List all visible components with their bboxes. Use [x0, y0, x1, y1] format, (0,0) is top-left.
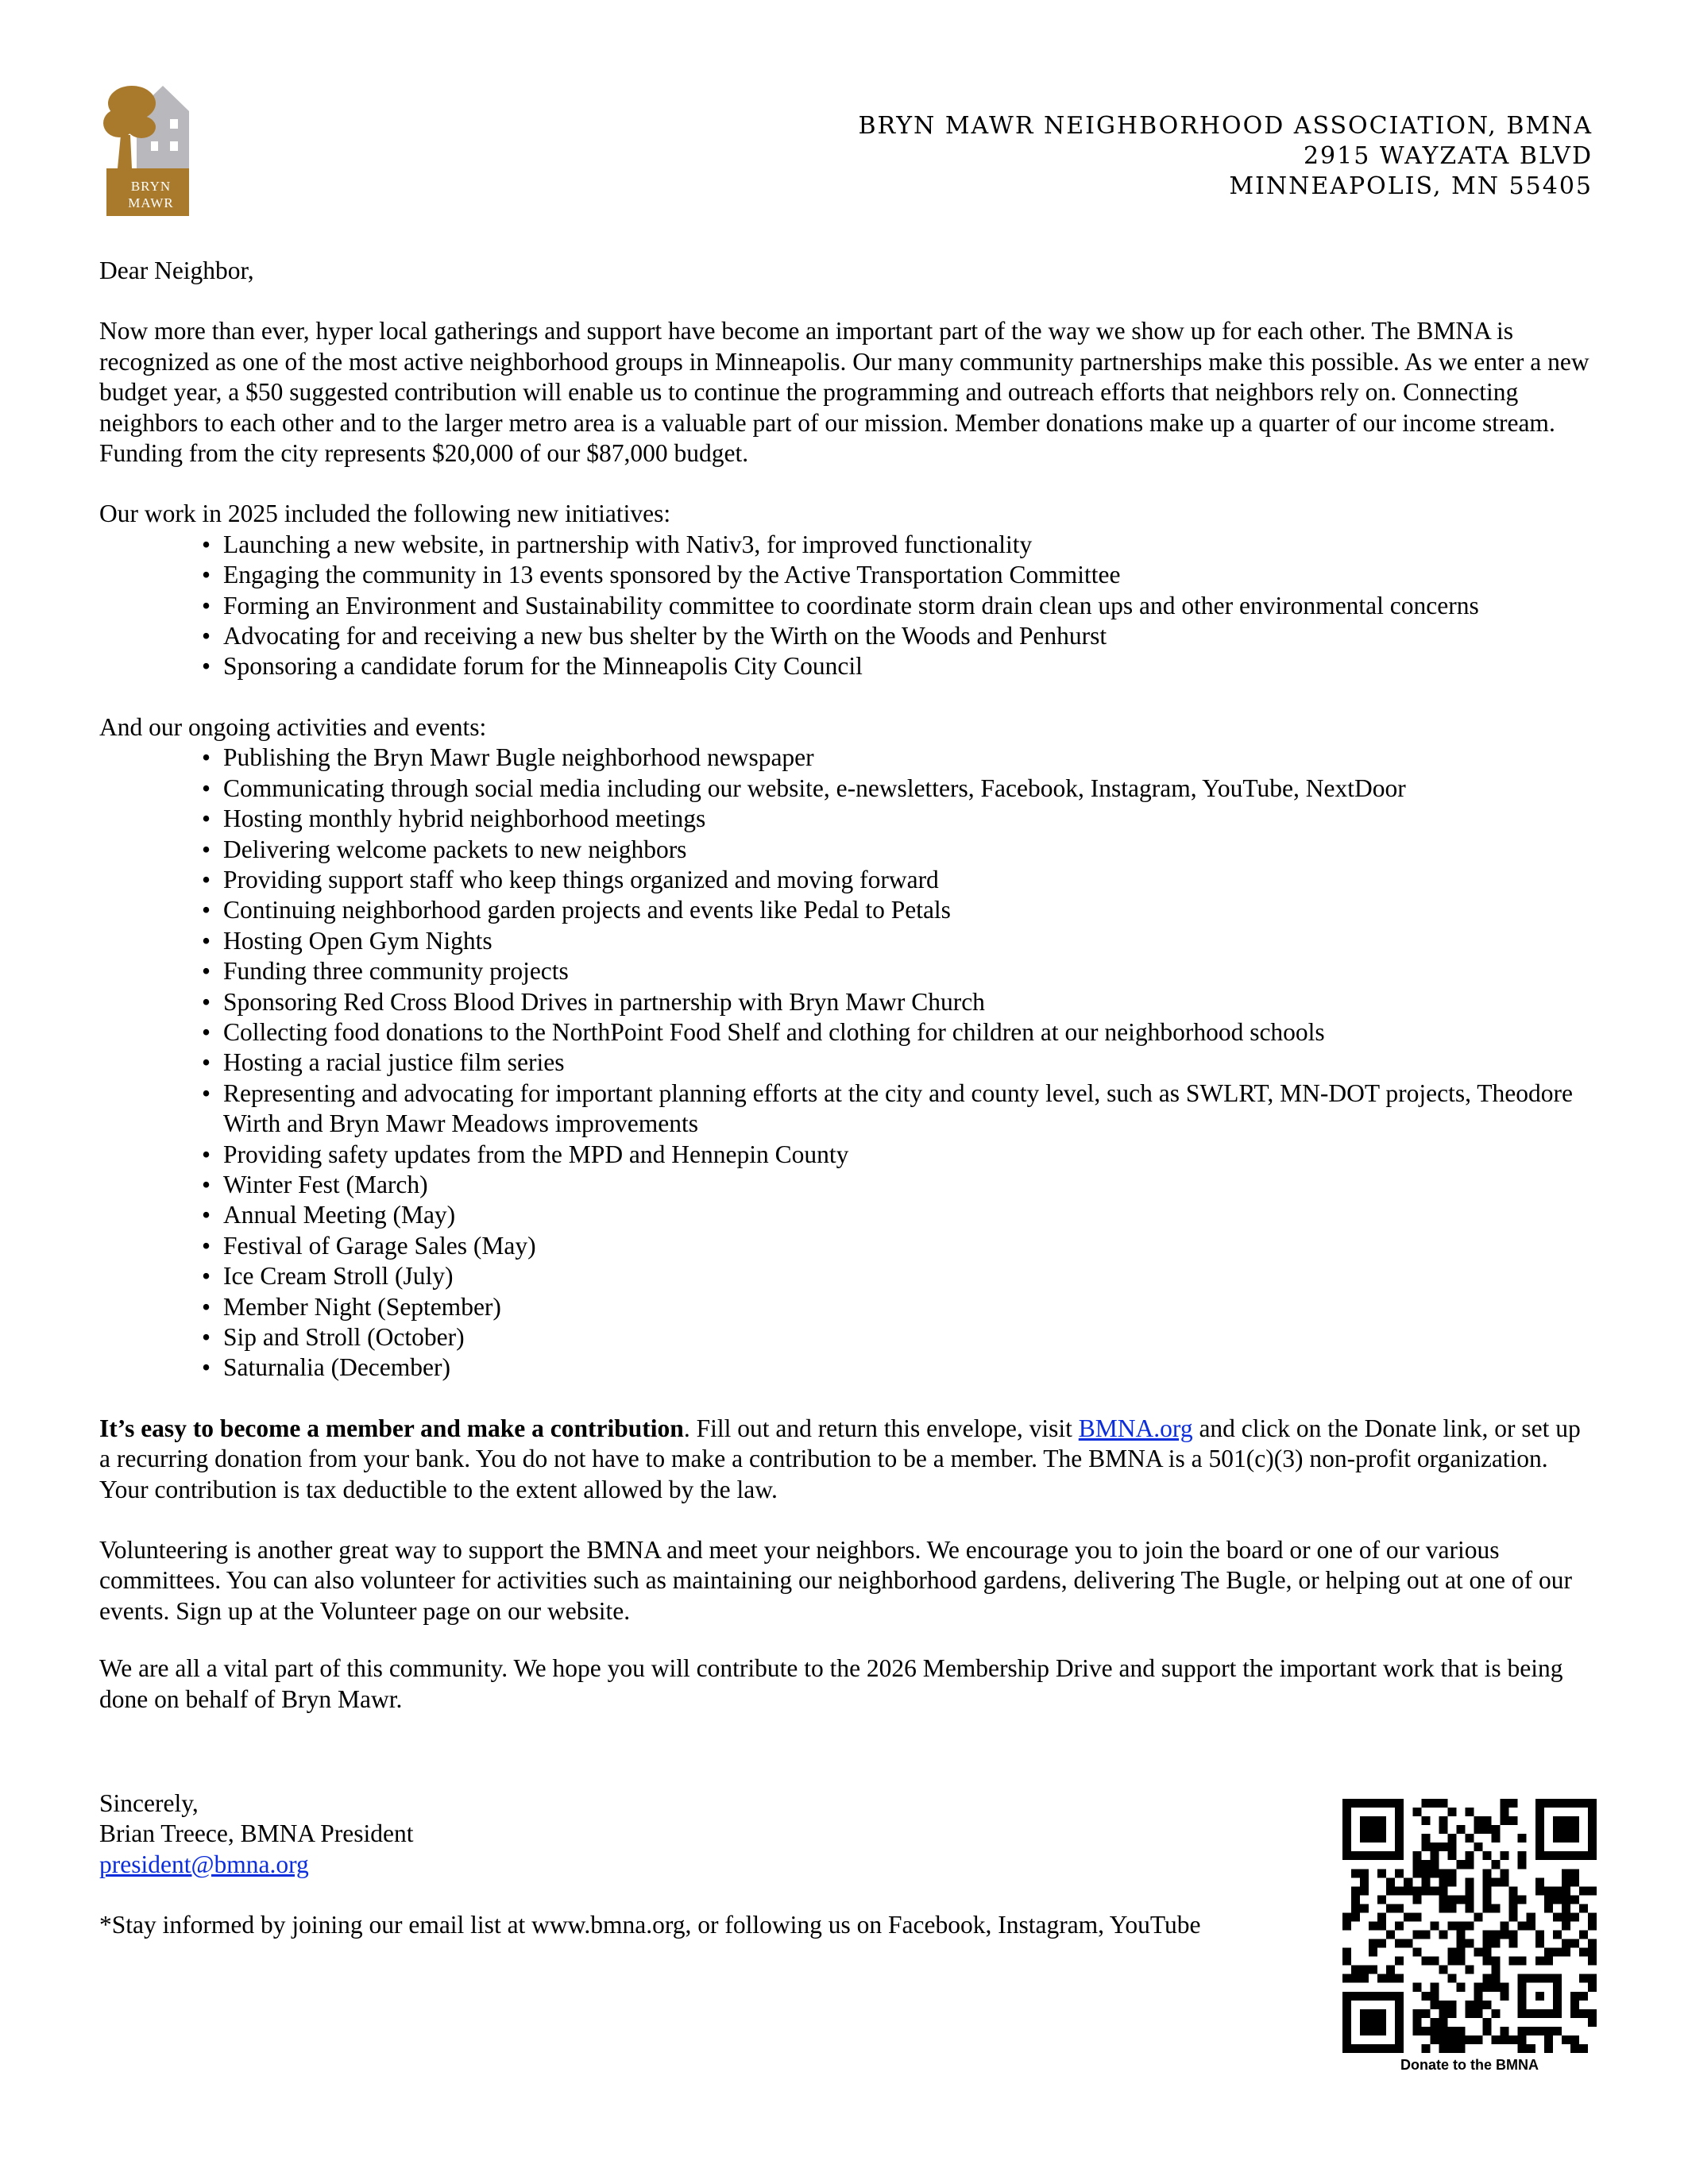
logo-window — [170, 141, 178, 151]
list-item: • Sponsoring Red Cross Blood Drives in partnership with Bryn Mawr Church — [223, 987, 1593, 1017]
list-item: • Continuing neighborhood garden projects and events like Pedal to Petals — [223, 895, 1593, 925]
ongoing-activities-list — [99, 743, 1593, 1383]
letter-body — [99, 256, 1593, 1715]
bryn-mawr-logo — [103, 79, 192, 216]
list-item: • Providing safety updates from the MPD and Hennepin County — [223, 1140, 1593, 1170]
list-item: • Member Night (September) — [223, 1292, 1593, 1322]
logo-text-line1: BRYN — [130, 179, 172, 194]
footnote: *Stay informed by joining our email list at www.bmna.org, or following us on Facebook, Instagram, YouTube — [99, 1911, 1201, 1939]
list-item: • Saturnalia (December) — [223, 1352, 1593, 1383]
new-initiatives-list — [99, 530, 1593, 682]
logo-window — [151, 141, 158, 151]
intro-paragraph: Now more than ever, hyper local gatherings and support have become an important part of the way we show up for each other. The BMNA is recognized as one of the most active neighborhood groups in Minneapolis. Our many community partnerships make this possible. As we enter a new budget year, a $50 suggested contribution will enable us to continue the programming and outreach efforts that neighbors rely on. Connecting neighbors to each other and to the larger metro area is a valuable part of our mission. Member donations make up a quarter of our income stream. Funding from the city represents $20,000 of our $87,000 budget. — [99, 317, 1590, 468]
logo-tree-canopy — [127, 116, 156, 138]
contribute-text-part1: . Fill out and return this envelope, visit — [683, 1414, 1079, 1442]
contribute-text-part2: and click on the Donate link, or set up a recurring donation from your bank. You do not have to make a contribution to be a member. The BMNA is a 501(c)(3) non-profit organization. Your contribution is tax deductible to the extent allowed by the law. — [99, 1414, 1581, 1503]
list-item: • Engaging the community in 13 events sponsored by the Active Transportation Committee — [223, 560, 1593, 590]
signoff: Sincerely, — [99, 1789, 199, 1817]
city-state-zip: MINNEAPOLIS, MN 55405 — [1229, 172, 1593, 200]
volunteer-paragraph: Volunteering is another great way to support the BMNA and meet your neighbors. We encourage you to join the board or one of our various committees. You can also volunteer for activities such as maintaining our neighborhood gardens, delivering The Bugle, or helping out at one of our events. Sign up at the Volunteer page on our website. — [99, 1536, 1573, 1625]
new-initiatives-heading: Our work in 2025 included the following new initiatives: — [99, 500, 671, 528]
list-item: • Hosting monthly hybrid neighborhood meetings — [223, 804, 1593, 834]
list-item: • Festival of Garage Sales (May) — [223, 1231, 1593, 1261]
list-item: • Winter Fest (March) — [223, 1170, 1593, 1200]
list-item: • Representing and advocating for important planning efforts at the city and county level, such as SWLRT, MN-DOT projects, Theodore Wirth and Bryn Mawr Meadows improvements — [223, 1078, 1593, 1140]
list-item: • Collecting food donations to the NorthPoint Food Shelf and clothing for children at our neighborhood schools — [223, 1017, 1593, 1048]
list-item: • Annual Meeting (May) — [223, 1200, 1593, 1230]
organization-name: BRYN MAWR NEIGHBORHOOD ASSOCIATION, BMNA — [858, 112, 1593, 140]
closing-block — [99, 1788, 1291, 1941]
signer: Brian Treece, BMNA President — [99, 1819, 414, 1848]
salutation: Dear Neighbor, — [99, 257, 254, 284]
list-item: • Funding three community projects — [223, 956, 1593, 986]
list-item: • Sponsoring a candidate forum for the Minneapolis City Council — [223, 651, 1593, 681]
list-item: • Ice Cream Stroll (July) — [223, 1261, 1593, 1291]
list-item: • Delivering welcome packets to new neighbors — [223, 835, 1593, 865]
list-item: • Communicating through social media including our website, e-newsletters, Facebook, Instagram, YouTube, NextDoor — [223, 774, 1593, 804]
bmna-website-link[interactable]: BMNA.org — [1078, 1414, 1193, 1442]
logo-window — [170, 119, 178, 129]
street-address: 2915 WAYZATA BLVD — [1303, 142, 1593, 170]
ongoing-heading: And our ongoing activities and events: — [99, 712, 487, 741]
contribute-bold-text: It’s easy to become a member and make a contribution — [99, 1414, 684, 1442]
list-item: • Sip and Stroll (October) — [223, 1322, 1593, 1352]
qr-caption: Donate to the BMNA — [1400, 2057, 1539, 2073]
letterhead — [859, 111, 1593, 202]
president-email-link[interactable]: president@bmna.org — [99, 1850, 309, 1878]
list-item: • Launching a new website, in partnership with Nativ3, for improved functionality — [223, 530, 1593, 560]
list-item: • Hosting a racial justice film series — [223, 1048, 1593, 1078]
list-item: • Forming an Environment and Sustainability committee to coordinate storm drain clean ups and other environmental concerns — [223, 591, 1593, 621]
logo-text-line2: MAWR — [128, 195, 174, 210]
vital-paragraph: We are all a vital part of this community. We hope you will contribute to the 2026 Membership Drive and support the important work that is being done on behalf of Bryn Mawr. — [99, 1654, 1563, 1713]
contribute-paragraph — [99, 1414, 1593, 1505]
list-item: • Providing support staff who keep things organized and moving forward — [223, 865, 1593, 895]
logo-tree-trunk — [118, 135, 132, 168]
list-item: • Hosting Open Gym Nights — [223, 926, 1593, 956]
list-item: • Publishing the Bryn Mawr Bugle neighborhood newspaper — [223, 743, 1593, 773]
donate-qr-code[interactable] — [1342, 1799, 1597, 2053]
list-item: • Advocating for and receiving a new bus shelter by the Wirth on the Woods and Penhurst — [223, 621, 1593, 651]
